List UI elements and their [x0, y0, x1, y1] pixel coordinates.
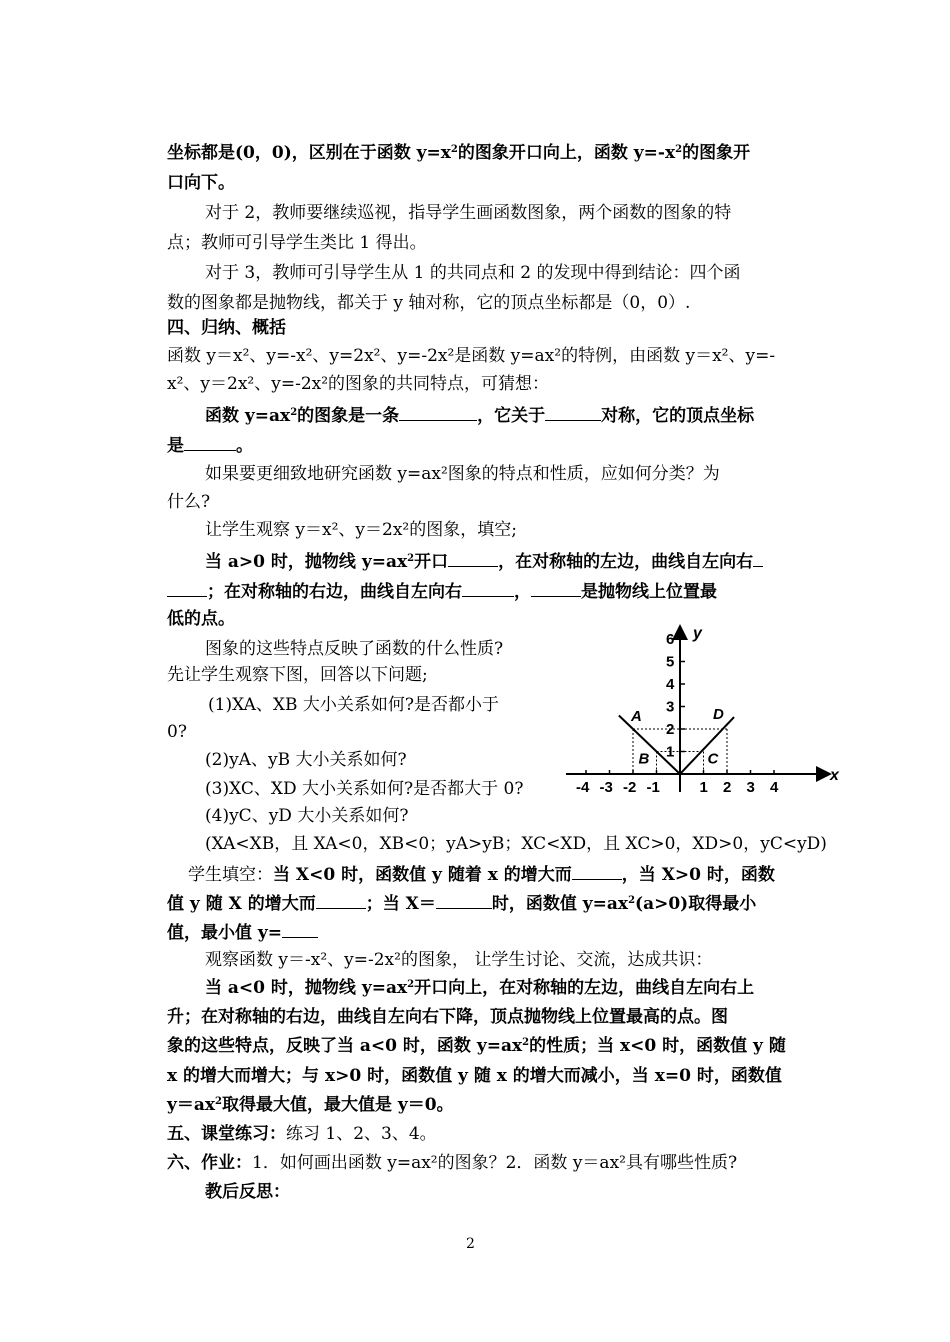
section-heading-6: 六、作业：1．如何画出函数 y=ax²的图象？2．函数 y＝ax²具有哪些性质?: [167, 1153, 738, 1173]
answer-blank[interactable]: [462, 580, 514, 597]
answer-blank[interactable]: [316, 892, 366, 909]
paragraph-line: 当 a<0 时，抛物线 $y=ax^2$开口向上，在对称轴的左边，曲线自左向右上: [205, 978, 755, 998]
x-tick-label: 3: [746, 779, 755, 796]
x-axis-label: x: [830, 767, 839, 784]
paragraph-line: 坐标都是(0，0)，区别在于函数 $y=x^2$的图象开口向上，函数 $y=-x^2$的图象开: [167, 143, 751, 163]
paragraph-line: 数的图象都是抛物线，都关于 y 轴对称，它的顶点坐标都是（0，0）.: [167, 293, 691, 313]
point-label-A: A: [631, 708, 642, 725]
answer-blank[interactable]: [167, 580, 207, 597]
answer-blank[interactable]: [282, 921, 318, 938]
fill-blank-line: ；在对称轴的右边，曲线自左向右 ， 是抛物线上位置最: [167, 580, 717, 602]
reflection-label: 教后反思：: [205, 1182, 290, 1202]
paragraph-line: 函数 y＝x²、y=-x²、y=2x²、y=-2x²是函数 y=ax²的特例，由函数 y＝x²、y=-: [167, 346, 776, 366]
paragraph-line: x²、y＝2x²、y=-2x²的图象的共同特点，可猜想：: [167, 374, 550, 394]
paragraph-line: 口向下。: [167, 173, 235, 193]
answer-blank[interactable]: [448, 550, 498, 567]
answer-blank[interactable]: [753, 550, 763, 567]
parabola-figure: [560, 622, 850, 802]
question-line: (1)XA、XB 大小关系如何?是否都小于: [208, 695, 499, 715]
answer-blank[interactable]: [531, 580, 581, 597]
paragraph-line: $y=ax^2$取得最大值，最大值是 y＝0。: [167, 1095, 454, 1115]
point-label-D: D: [713, 706, 724, 723]
paragraph-line: 点；教师可引导学生类比 1 得出。: [167, 233, 427, 253]
paragraph-line: 图象的这些特点反映了函数的什么性质?: [205, 639, 504, 659]
y-tick-label: 6: [666, 631, 675, 648]
point-label-B: B: [638, 750, 650, 768]
paragraph-line: 升；在对称轴的右边，曲线自左向右下降，顶点抛物线上位置最高的点。图: [167, 1007, 728, 1027]
paragraph-line: 让学生观察 y＝x²、y＝2x²的图象，填空;: [205, 520, 517, 540]
answer-blank[interactable]: [399, 404, 477, 421]
answer-blank[interactable]: [545, 404, 601, 421]
paragraph-line: 什么?: [167, 492, 211, 512]
answer-blank[interactable]: [572, 863, 622, 880]
fill-blank-line: 值，最小值 y=: [167, 921, 318, 943]
answer-blank[interactable]: [184, 434, 236, 451]
x-tick-label: -2: [623, 779, 637, 796]
x-tick-label: -4: [576, 779, 590, 796]
x-tick-label: 4: [770, 779, 779, 796]
fill-blank-line: 当 a>0 时，抛物线 $y=ax^2$开口 ，在对称轴的左边，曲线自左向右: [205, 550, 763, 572]
paragraph-line: 对于 3，教师可引导学生从 1 的共同点和 2 的发现中得到结论：四个函: [205, 263, 741, 283]
question-line: (2)yA、yB 大小关系如何?: [205, 750, 407, 770]
fill-blank-line: 值 y 随 X 的增大而 ；当 X＝ 时，函数值 $y=ax^2(a>0)$取得最小: [167, 894, 757, 914]
answer-key-line: (XA<XB，且 XA<0，XB<0；yA>yB；XC<XD，且 XC>0，XD>0，yC<yD): [205, 834, 827, 854]
x-tick-label: -1: [646, 779, 660, 796]
paragraph-line: 如果要更细致地研究函数 y=ax²图象的特点和性质，应如何分类？为: [205, 464, 720, 484]
y-tick-label: 5: [666, 653, 675, 671]
x-tick-label: 1: [699, 779, 708, 796]
y-tick-label: 4: [666, 676, 675, 693]
x-tick-label: 2: [723, 779, 732, 796]
point-label-C: C: [707, 750, 719, 768]
x-tick-label: -3: [599, 779, 613, 796]
answer-blank[interactable]: [436, 892, 492, 909]
question-line: 0?: [167, 722, 187, 742]
y-tick-label: 1: [666, 743, 675, 761]
paragraph-line: 观察函数 y＝-x²、y=-2x²的图象， 让学生讨论、交流，达成共识：: [205, 950, 713, 970]
y-axis-label: y: [693, 625, 702, 642]
question-line: (4)yC、yD 大小关系如何?: [205, 806, 409, 826]
y-tick-label: 2: [666, 721, 675, 738]
paragraph-line: 低的点。: [167, 609, 235, 629]
section-heading-4: 四、归纳、概括: [167, 318, 286, 338]
question-line: (3)XC、XD 大小关系如何?是否都大于 0?: [205, 779, 524, 799]
section-heading-5: 五、课堂练习：练习 1、2、3、4。: [167, 1124, 437, 1144]
fill-blank-line: 函数 $y=ax^2$的图象是一条 ，它关于 对称，它的顶点坐标: [205, 406, 755, 426]
fill-blank-line: 学生填空：当 X<0 时，函数值 y 随着 x 的增大而 ，当 X>0 时，函数: [188, 865, 775, 885]
paragraph-line: x 的增大而增大；与 x>0 时，函数值 y 随 x 的增大而减小，当 x=0 时，函数值: [167, 1066, 782, 1086]
paragraph-line: 先让学生观察下图，回答以下问题;: [167, 665, 428, 685]
fill-blank-line: 是 。: [167, 436, 253, 456]
page-number: 2: [466, 1236, 475, 1252]
y-tick-label: 3: [666, 698, 675, 716]
paragraph-line: 对于 2，教师要继续巡视，指导学生画函数图象，两个函数的图象的特: [205, 203, 732, 223]
paragraph-line: 象的这些特点，反映了当 a<0 时，函数 $y=ax^2$的性质；当 x<0 时，函数值 y 随: [167, 1036, 786, 1056]
